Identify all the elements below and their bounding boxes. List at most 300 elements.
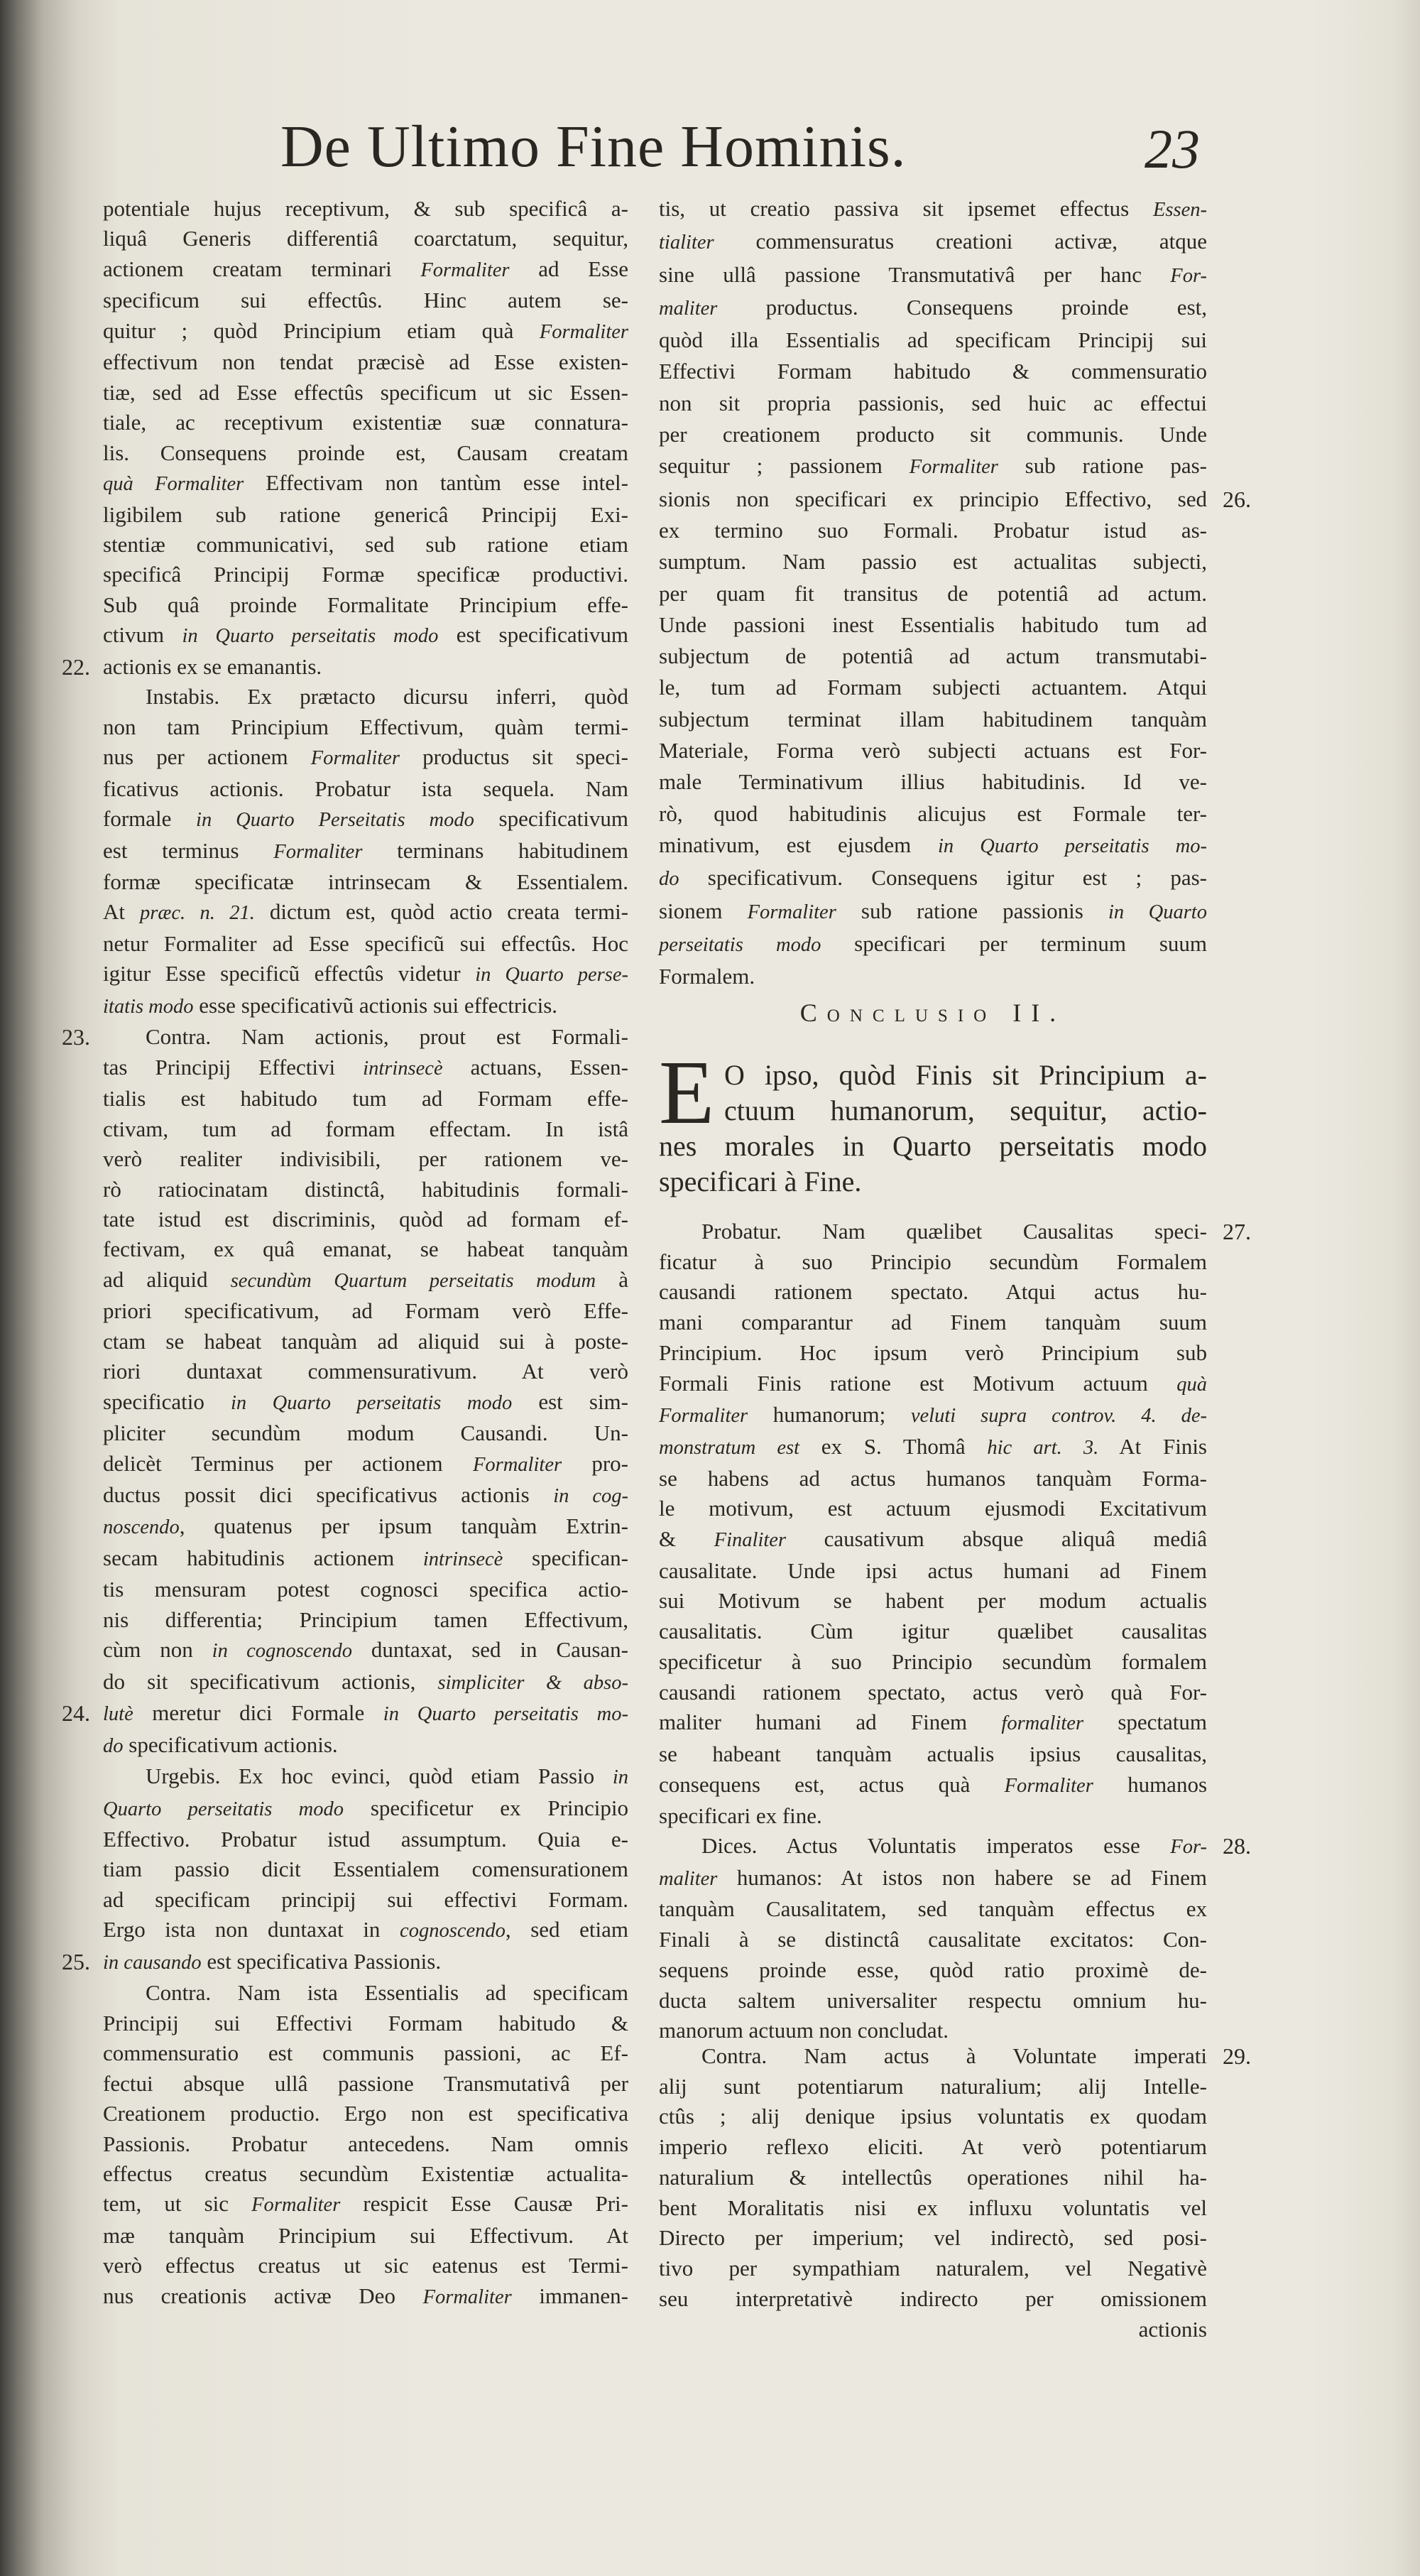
text: productus sit speci- (399, 744, 628, 770)
text-line (659, 546, 1207, 577)
italic-text: Formaliter (1004, 1774, 1093, 1797)
text-line (103, 1234, 628, 1264)
running-title: De Ultimo Fine Hominis. (280, 114, 907, 180)
text: est sim- (512, 1388, 628, 1414)
italic-text: perseitatis modo (659, 933, 821, 956)
text: sub ratione passionis (836, 898, 1108, 923)
italic-text: in causando (103, 1951, 202, 1974)
italic-text: præc. n. 21. (139, 902, 255, 925)
text: alij sunt potentiarum naturalium; alij Intelle- (659, 2073, 1207, 2099)
italic-text: quà Formaliter (103, 473, 244, 496)
text: Dices. Actus Voluntatis imperatos esse (701, 1833, 1171, 1858)
text: ctivum (103, 622, 182, 648)
text: stentiæ communicativi, sed sub ratione etiam (103, 531, 628, 557)
text: potentiale hujus receptivum, & sub specificâ a- (103, 196, 628, 221)
text: actuans, Essen- (442, 1054, 628, 1080)
text-line (103, 1543, 628, 1575)
text: nes morales in Quarto perseitatis modo (659, 1130, 1207, 1162)
text: ad Esse (509, 256, 628, 281)
text: subjectum terminat illam habitudinem tanquàm (659, 706, 1207, 732)
section-heading: Conclusio II. (799, 999, 1066, 1027)
text-line (659, 1432, 1207, 1464)
text-line (103, 1575, 628, 1604)
italic-text: hic art. 3. (987, 1436, 1099, 1459)
text-line (659, 1556, 1207, 1587)
text: esse specificativũ actionis sui effectricis. (193, 992, 558, 1018)
text: meretur dici Formale (133, 1700, 383, 1726)
text: liquâ Generis differentiâ coarctatum, sequitur, (103, 226, 628, 251)
text: pliciter secundùm modum Causandi. Un- (103, 1420, 628, 1446)
text: sine ullâ passione Transmutativâ per hanc (659, 261, 1171, 287)
text-line (103, 1144, 628, 1174)
italic-text: quà (1176, 1373, 1207, 1396)
text: causativum absque aliquâ mediâ (786, 1526, 1207, 1552)
text: rò, quod habitudinis alicujus est Formale ter- (659, 800, 1207, 826)
text-line (659, 1277, 1207, 1308)
paragraph (62, 194, 628, 682)
text: Contra. Nam ista Essentialis ad specificam (146, 1980, 628, 2006)
text: fectui absque ullâ passione Transmutativâ per (103, 2070, 628, 2096)
text: tas Principij Effectivi (103, 1054, 364, 1080)
text: Principij sui Effectivi Formam habitudo & (103, 2010, 628, 2036)
text: Contra. Nam actionis, prout est Formali- (146, 1024, 628, 1050)
text-line (103, 2221, 628, 2251)
text: specificetur ex Principio (343, 1795, 628, 1820)
text-line (62, 1947, 628, 1978)
text-line (659, 356, 1207, 387)
italic-text: Formaliter (909, 456, 998, 479)
text: Directo per imperium; vel indirectò, sed posi- (659, 2225, 1207, 2251)
text-line (659, 862, 1207, 895)
text-line (103, 959, 628, 990)
text-line (103, 1418, 628, 1448)
text-line (103, 1635, 628, 1666)
text: tem, ut sic (103, 2191, 252, 2217)
paragraph (62, 1761, 629, 1978)
text-line (659, 2102, 1207, 2132)
text-line (103, 2281, 628, 2313)
text-line (659, 1678, 1207, 1708)
text: Probatur. Nam quælibet Causalitas speci- (701, 1219, 1207, 1244)
text-line (103, 2038, 628, 2068)
text-line (659, 1369, 1207, 1401)
text-line (103, 378, 628, 408)
italic-text: Quarto perseitatis modo (103, 1798, 344, 1820)
italic-text: intrinsecè (422, 1548, 503, 1570)
text-line (659, 292, 1207, 325)
text: effectivum non tendat præcisè ad Esse existen- (103, 349, 628, 375)
text: Creationem productio. Ergo non est specificativa (103, 2101, 628, 2126)
text: ex termino suo Formali. Probatur istud as- (659, 517, 1207, 543)
text-line (659, 641, 1207, 672)
text-line (659, 1164, 1207, 1200)
text: tis, ut creatio passiva sit ipsemet effectus (659, 196, 1153, 221)
text-line (659, 735, 1207, 766)
text-line (659, 1217, 1251, 1247)
text: At Finis (1098, 1433, 1207, 1459)
margin-paragraph-number: 22. (62, 653, 90, 680)
text: tiæ, sed ad Esse effectûs specificum ut sic Essen- (103, 379, 628, 405)
text-line (103, 438, 628, 468)
text: specificari à Fine. (659, 1165, 862, 1197)
text: se habeant tanquàm actualis ipsius causalitas, (659, 1741, 1207, 1766)
paragraph-probatur (659, 1217, 1251, 1832)
text: specificativum. Consequens igitur est ; pas- (679, 865, 1207, 891)
text: sequens proinde esse, quòd ratio proximè de- (659, 1957, 1207, 1982)
text-line (659, 1831, 1251, 1863)
text-line (103, 742, 628, 773)
text-line (103, 712, 628, 742)
text-line (659, 1400, 1207, 1432)
text-line (103, 620, 628, 651)
text: à (596, 1266, 629, 1292)
text-line (659, 2284, 1207, 2315)
text: bent Moralitatis nisi ex influxu voluntatis vel (659, 2195, 1207, 2220)
text: nus per actionem (103, 744, 311, 770)
text: immanen- (511, 2283, 629, 2308)
margin-paragraph-number: 26. (1223, 486, 1251, 512)
text-line (103, 500, 628, 530)
text-line (659, 1707, 1207, 1739)
text: sionis non specificari ex principio Effectivo, sed (659, 486, 1207, 511)
text-line (103, 1296, 628, 1326)
italic-text: Finaliter (714, 1529, 787, 1552)
text: Contra. Nam actus à Voluntate imperati (701, 2043, 1207, 2068)
text: effectus creatus secundùm Existentiæ actualita- (103, 2161, 628, 2186)
text: consequens est, actus quà (659, 1771, 1005, 1797)
text-line (103, 1915, 628, 1946)
text-line (659, 1894, 1207, 1925)
italic-text: do (103, 1734, 124, 1757)
text: igitur Esse specificũ effectûs videtur (103, 961, 476, 987)
paragraph-dices (659, 1831, 1251, 2046)
text-line (103, 224, 628, 254)
text-line (659, 1093, 1207, 1129)
text-line (659, 2163, 1207, 2193)
text: riori duntaxat commensurativum. At verò (103, 1359, 628, 1384)
text-line (659, 325, 1207, 356)
italic-text: simpliciter & abso- (437, 1671, 628, 1694)
text: ficativus actionis. Probatur ista sequela. Nam (103, 776, 628, 801)
text: Effectivam non tantùm esse intel- (244, 470, 628, 496)
text: humanorum; (748, 1402, 911, 1428)
text-line (103, 1825, 628, 1854)
text-line (659, 2072, 1207, 2102)
text-line (103, 1175, 628, 1205)
italic-text: maliter (659, 297, 718, 320)
text: sequitur ; passionem (659, 453, 910, 479)
text-line (659, 2193, 1207, 2224)
text: commensuratio est communis passioni, ac Ef- (103, 2040, 628, 2066)
margin-paragraph-number: 24. (62, 1700, 90, 1727)
text: per creationem producto sit communis. Unde (659, 422, 1207, 447)
text: & (659, 1526, 714, 1552)
text-line (103, 682, 628, 712)
text: lis. Consequens proinde est, Causam creatam (103, 440, 628, 465)
italic-text: Formaliter (539, 320, 628, 343)
italic-text: For- (1170, 1836, 1207, 1858)
text: causandi rationem spectato, actus verò quà For- (659, 1679, 1207, 1705)
text-line (103, 1854, 628, 1884)
text-line (103, 2099, 628, 2129)
italic-text: in cog- (553, 1485, 628, 1508)
text-line (659, 1247, 1207, 1278)
text-line (103, 1114, 628, 1144)
italic-text: Formaliter (422, 2286, 512, 2308)
text-line (659, 2254, 1207, 2284)
text-line (103, 929, 628, 959)
text-line (659, 1464, 1207, 1494)
italic-text: in Quarto perseitatis mo- (383, 1703, 628, 1726)
text: , sed etiam (505, 1917, 629, 1942)
text-line (62, 1022, 628, 1052)
italic-text: maliter (659, 1867, 718, 1890)
text: per quam fit transitus de potentiâ ad actum. (659, 580, 1207, 606)
italic-text: in Quarto perseitatis mo- (937, 835, 1207, 857)
text-line (103, 1480, 628, 1511)
text: est specificativa Passionis. (201, 1948, 442, 1974)
text-line (103, 468, 628, 499)
text: tanquàm Causalitatem, sed tanquàm effectus ex (659, 1896, 1207, 1922)
text: le motivum, est actuum ejusmodi Excitativum (659, 1496, 1207, 1521)
text: mæ tanquàm Principium sui Effectivum. At (103, 2222, 628, 2248)
italic-text: lutè (103, 1703, 133, 1726)
text: actionis ex se emanantis. (103, 653, 322, 679)
text-line (103, 1978, 628, 2008)
text-line (103, 2009, 628, 2038)
text-line (659, 2132, 1207, 2163)
text-line (659, 1308, 1207, 1338)
text: productus. Consequens proinde est, (717, 294, 1207, 320)
text: le, tum ad Formam subjecti actuantem. Atqui (659, 675, 1207, 700)
italic-text: Formaliter (251, 2194, 341, 2217)
text: maliter humani ad Finem (659, 1710, 1002, 1735)
text: se habens ad actus humanos tanquàm Forma- (659, 1465, 1207, 1491)
text-line (659, 766, 1207, 798)
text-line (103, 590, 628, 620)
italic-text: secundùm Quartum perseitatis modum (230, 1269, 596, 1292)
italic-text: cognoscendo (400, 1920, 506, 1942)
text: specifican- (503, 1545, 628, 1570)
text: seu interpretativè indirecto per omissionem (659, 2286, 1207, 2311)
text-line (103, 316, 628, 347)
text: sub ratione pas- (998, 453, 1208, 479)
text-line (659, 484, 1251, 515)
text: secam habitudinis actionem (103, 1545, 423, 1570)
text: quitur ; quòd Principium etiam quà (103, 317, 540, 343)
text-line (659, 1647, 1207, 1678)
text-line (103, 560, 628, 589)
italic-text: do (659, 868, 679, 891)
text-line (659, 259, 1207, 292)
text-line (103, 254, 628, 286)
text: causalitate. Unde ipsi actus humani ad Finem (659, 1558, 1207, 1583)
italic-text: Formaliter (310, 747, 400, 770)
text: sionem (659, 898, 748, 923)
italic-text: in Quarto perseitatis modo (182, 625, 439, 648)
text-line (103, 2129, 628, 2159)
text-line (659, 1863, 1207, 1895)
text: Instabis. Ex prætacto dicursu inferri, quòd (146, 684, 628, 710)
text: O ipso, quòd Finis sit Principium a- (724, 1059, 1207, 1091)
margin-paragraph-number: 27. (1223, 1219, 1251, 1244)
italic-text: in Quarto perseitatis modo (231, 1391, 513, 1414)
text-line (103, 408, 628, 438)
margin-paragraph-number: 28. (1223, 1833, 1251, 1859)
paragraph (103, 682, 628, 1022)
text: Formali Finis ratione est Motivum actuum (659, 1370, 1177, 1396)
text: specificari ex fine. (659, 1803, 822, 1829)
text: tialis est habitudo tum ad Formam effe- (103, 1086, 628, 1112)
text: naturalium & intellectûs operationes nihil ha- (659, 2164, 1207, 2190)
text: causalitatis. Cùm igitur quælibet causalitas (659, 1619, 1207, 1644)
text: Principium. Hoc ipsum verò Principium sub (659, 1339, 1207, 1365)
paragraph-contra (659, 2041, 1251, 2314)
text: duntaxat, sed in Causan- (351, 1637, 629, 1663)
text: est terminus (103, 837, 274, 863)
text: Passionis. Probatur antecedens. Nam omnis (103, 2131, 628, 2156)
text: male Terminativum illius habitudinis. Id ve- (659, 769, 1207, 795)
text: do sit specificativum actionis, (103, 1668, 438, 1694)
text-line (659, 1955, 1207, 1986)
italic-text: Formaliter (273, 840, 363, 863)
text: mani comparantur ad Finem tanquàm suum (659, 1310, 1207, 1335)
text: tate istud est discriminis, quòd ad formam ef- (103, 1206, 628, 1232)
text-line (659, 1770, 1207, 1802)
text-line (103, 1205, 628, 1234)
text-line (659, 388, 1207, 419)
text: humanos (1093, 1771, 1208, 1797)
text-line (103, 836, 628, 867)
right-column-top-text (659, 193, 1251, 992)
text-line (103, 897, 628, 928)
text-line (659, 672, 1207, 703)
italic-text: monstratum est (659, 1436, 800, 1459)
text-line (103, 867, 628, 897)
text-line (103, 2189, 628, 2220)
text: causandi rationem spectato. Atqui actus hu- (659, 1279, 1207, 1305)
text: nis differentia; Principium tamen Effectivum, (103, 1607, 628, 1632)
text-line (659, 609, 1207, 641)
text-line (659, 798, 1207, 830)
text: respicit Esse Causæ Pri- (340, 2191, 628, 2217)
text-line (103, 347, 628, 377)
text-line (659, 1801, 1207, 1832)
text-line (659, 1129, 1207, 1164)
text: tiam passio dicit Essentialem comensurationem (103, 1857, 628, 1882)
text: ex S. Thomâ (799, 1433, 988, 1459)
text: ducta saltem universaliter respectu omnium hu- (659, 1987, 1207, 2013)
text: tivo per sympathiam naturalem, vel Negativè (659, 2255, 1207, 2281)
text-line (659, 2041, 1251, 2072)
text: Finali à se distinctâ causalitate excitatos: Con- (659, 1927, 1207, 1952)
italic-text: intrinsecè (363, 1057, 443, 1080)
text-line (659, 961, 1207, 992)
text: netur Formaliter ad Esse specificũ sui effectûs. Hoc (103, 930, 628, 956)
text: terminans habitudinem (362, 837, 629, 863)
conclusion-statement (659, 1058, 1207, 1200)
text: humanos: At istos non habere se ad Finem (717, 1864, 1207, 1890)
text: actionem creatam terminari (103, 256, 421, 281)
text: quòd illa Essentialis ad specificam Principij sui (659, 327, 1207, 353)
italic-text: in (612, 1766, 628, 1789)
text: spectatum (1083, 1710, 1208, 1735)
text: delicèt Terminus per actionem (103, 1450, 473, 1476)
italic-text: Formaliter (420, 259, 510, 281)
text: tis mensuram potest cognosci specifica actio- (103, 1577, 628, 1602)
text: tiale, ac receptivum existentiæ suæ connatura- (103, 410, 628, 435)
drop-cap: E (659, 1042, 715, 1143)
text-line (659, 830, 1207, 862)
text-line (659, 578, 1207, 609)
text: formæ specificatæ intrinsecam & Essentialem. (103, 869, 628, 894)
text-line (659, 450, 1207, 483)
margin-paragraph-number: 29. (1223, 2043, 1251, 2069)
text: formale (103, 806, 197, 832)
text: est specificativum (438, 622, 628, 648)
italic-text: formaliter (1001, 1712, 1084, 1735)
text: ctivam, tum ad formam effectam. In istâ (103, 1116, 628, 1141)
italic-text: Essen- (1152, 199, 1207, 221)
text: specificâ Principij Formæ specificæ productivi. (103, 562, 628, 587)
text: Ergo ista non duntaxat in (103, 1917, 400, 1942)
text: verò effectus creatus ut sic eatenus est Termi- (103, 2253, 628, 2278)
text: rò ratiocinatam distinctâ, habitudinis formali- (103, 1176, 628, 1202)
text: Formalem. (659, 964, 755, 989)
text: ctuum humanorum, sequitur, actio- (724, 1094, 1207, 1126)
text: fectivam, ex quâ emanat, se habeat tanquàm (103, 1237, 628, 1262)
text: Effectivi Formam habitudo & commensuratio (659, 359, 1207, 384)
text-line (62, 1698, 628, 1729)
text-line (103, 1327, 628, 1357)
text: non tam Principium Effectivum, quàm termi- (103, 714, 628, 739)
text: specificetur à suo Principio secundùm formalem (659, 1648, 1207, 1674)
text: non sit propria passionis, sed huic ac effectui (659, 390, 1207, 415)
text-line (659, 515, 1207, 546)
text: ductus possit dici specificativus actionis (103, 1482, 554, 1508)
text-line (659, 226, 1207, 259)
text: Effectivo. Probatur istud assumptum. Quia e- (103, 1827, 628, 1852)
text-line (659, 928, 1207, 961)
margin-paragraph-number: 23. (62, 1024, 90, 1050)
text: Unde passioni inest Essentialis habitudo tum ad (659, 612, 1207, 637)
text-line (659, 2223, 1207, 2254)
italic-text: For- (1170, 264, 1207, 287)
text: specificativum actionis. (123, 1732, 338, 1757)
text-line (659, 1494, 1207, 1524)
text-line (103, 774, 628, 804)
text-line (659, 1925, 1207, 1955)
text-line (103, 1053, 628, 1084)
text: minativum, est ejusdem (659, 832, 938, 857)
text-line (103, 804, 628, 835)
text-line (659, 1586, 1207, 1616)
text: pro- (562, 1450, 628, 1476)
italic-text: in Quarto Perseitatis modo (196, 809, 474, 832)
text-line (103, 194, 628, 224)
text: ficatur à suo Principio secundùm Formalem (659, 1249, 1207, 1274)
text: dictum est, quòd actio creata termi- (254, 899, 629, 925)
text-line (659, 1524, 1207, 1556)
margin-paragraph-number: 25. (62, 1948, 90, 1974)
italic-text: in cognoscendo (212, 1640, 352, 1663)
text: At (103, 899, 140, 925)
text-line (659, 419, 1207, 450)
text: priori specificativum, ad Formam verò Effe- (103, 1298, 628, 1324)
text-line (103, 1761, 628, 1793)
text-line (103, 1449, 628, 1480)
text: cùm non (103, 1637, 212, 1663)
